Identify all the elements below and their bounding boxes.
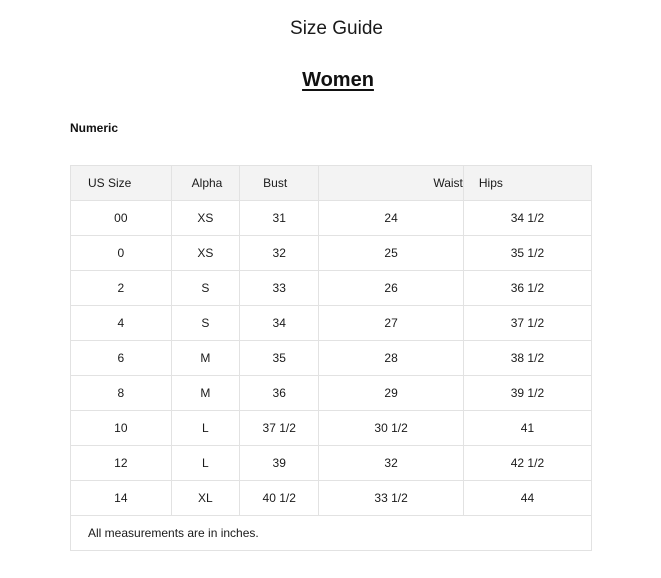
table-row xyxy=(71,271,592,306)
cell-us-size: 4 xyxy=(71,306,172,341)
table-row xyxy=(71,376,592,411)
cell-bust: 37 1/2 xyxy=(240,411,319,446)
measurements-footnote: All measurements are in inches. xyxy=(71,516,592,551)
table-row xyxy=(71,306,592,341)
cell-bust: 40 1/2 xyxy=(240,481,319,516)
cell-bust: 34 xyxy=(240,306,319,341)
cell-alpha: XL xyxy=(171,481,239,516)
cell-alpha: XS xyxy=(171,201,239,236)
cell-bust: 39 xyxy=(240,446,319,481)
table-row xyxy=(71,411,592,446)
cell-bust: 31 xyxy=(240,201,319,236)
cell-hips: 34 1/2 xyxy=(463,201,591,236)
table-row xyxy=(71,201,592,236)
cell-us-size: 8 xyxy=(71,376,172,411)
cell-hips: 44 xyxy=(463,481,591,516)
cell-bust: 36 xyxy=(240,376,319,411)
cell-alpha: XS xyxy=(171,236,239,271)
column-header-alpha: Alpha xyxy=(171,166,239,201)
cell-waist: 30 1/2 xyxy=(319,411,464,446)
column-header-us-size: US Size xyxy=(71,166,172,201)
size-table xyxy=(70,165,592,551)
cell-us-size: 00 xyxy=(71,201,172,236)
table-header-row xyxy=(71,166,592,201)
cell-us-size: 12 xyxy=(71,446,172,481)
page-title: Size Guide xyxy=(290,18,383,39)
cell-alpha: S xyxy=(171,306,239,341)
cell-us-size: 6 xyxy=(71,341,172,376)
section-title-women: Women xyxy=(302,69,374,91)
cell-alpha: M xyxy=(171,376,239,411)
cell-waist: 28 xyxy=(319,341,464,376)
table-footnote-row xyxy=(71,516,592,551)
cell-waist: 27 xyxy=(319,306,464,341)
column-header-hips: Hips xyxy=(463,166,591,201)
cell-waist: 25 xyxy=(319,236,464,271)
cell-hips: 39 1/2 xyxy=(463,376,591,411)
cell-hips: 37 1/2 xyxy=(463,306,591,341)
cell-waist: 33 1/2 xyxy=(319,481,464,516)
cell-waist: 24 xyxy=(319,201,464,236)
cell-hips: 35 1/2 xyxy=(463,236,591,271)
cell-us-size: 10 xyxy=(71,411,172,446)
table-row xyxy=(71,481,592,516)
table-row xyxy=(71,446,592,481)
cell-bust: 33 xyxy=(240,271,319,306)
column-header-waist: Waist xyxy=(319,166,464,201)
cell-waist: 26 xyxy=(319,271,464,306)
cell-alpha: L xyxy=(171,411,239,446)
cell-waist: 32 xyxy=(319,446,464,481)
cell-hips: 36 1/2 xyxy=(463,271,591,306)
cell-bust: 32 xyxy=(240,236,319,271)
cell-hips: 38 1/2 xyxy=(463,341,591,376)
cell-alpha: L xyxy=(171,446,239,481)
cell-alpha: M xyxy=(171,341,239,376)
cell-bust: 35 xyxy=(240,341,319,376)
cell-hips: 41 xyxy=(463,411,591,446)
cell-hips: 42 1/2 xyxy=(463,446,591,481)
table-row xyxy=(71,236,592,271)
subsection-title-numeric: Numeric xyxy=(70,121,119,135)
cell-waist: 29 xyxy=(319,376,464,411)
cell-us-size: 2 xyxy=(71,271,172,306)
column-header-bust: Bust xyxy=(240,166,319,201)
cell-alpha: S xyxy=(171,271,239,306)
cell-us-size: 14 xyxy=(71,481,172,516)
cell-us-size: 0 xyxy=(71,236,172,271)
table-row xyxy=(71,341,592,376)
